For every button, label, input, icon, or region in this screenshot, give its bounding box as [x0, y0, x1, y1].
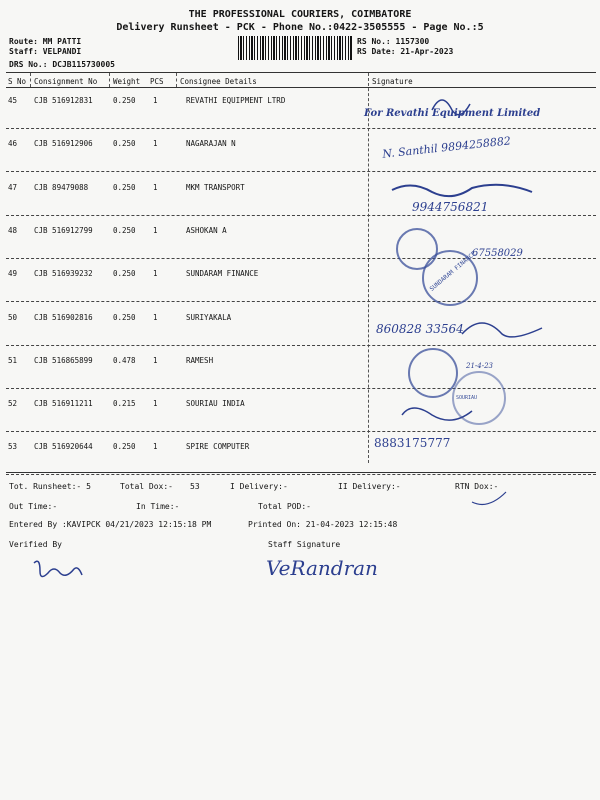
company-title: THE PROFESSIONAL COURIERS, COIMBATORE [188, 9, 412, 20]
row-consignment-no: CJB 516865899 [34, 355, 93, 365]
row-consignment-no: CJB 516911211 [34, 399, 93, 409]
staff-signature-label: Staff Signature [268, 540, 341, 549]
row-sno: 53 [8, 442, 18, 452]
row-sno: 45 [8, 96, 18, 105]
entered-by: Entered By :KAVIPCK 04/21/2023 12:15:18 PM [9, 520, 212, 529]
col-signature: Signature [372, 77, 413, 86]
row-sno: 52 [8, 399, 18, 409]
verified-by: Verified By [9, 540, 62, 549]
row-weight: 0.478 [113, 355, 136, 365]
row-weight: 0.250 [113, 96, 136, 105]
table-top-rule [6, 72, 596, 73]
row-weight: 0.250 [113, 312, 136, 322]
row-consignee: SURIYAKALA [186, 312, 232, 322]
rtn-tick [470, 488, 510, 508]
row-sno: 50 [8, 312, 18, 322]
row-consignee: SOURIAU INDIA [186, 399, 245, 409]
runsheet-subtitle: Delivery Runsheet - PCK - Phone No.:0422-3505555 - Page No.:5 [116, 22, 484, 33]
in-time: In Time:- [136, 502, 180, 511]
row-consignment-no: CJB 89479088 [34, 182, 89, 192]
out-time: Out Time:- [9, 502, 58, 511]
printed-on: Printed On: 21-04-2023 12:15:48 [248, 520, 398, 529]
signature-52: SOURIAU [372, 395, 594, 437]
row-weight: 0.250 [113, 225, 136, 235]
row-consignee: NAGARAJAN N [186, 139, 236, 149]
total-dox-label: Total Dox:- [120, 482, 173, 491]
signature-column-rule [368, 73, 369, 463]
signature-53: 8883175777 [374, 436, 451, 450]
i-delivery: I Delivery:- [230, 482, 288, 491]
row-consignment-no: CJB 516912799 [34, 225, 93, 235]
row-consignee: SUNDARAM FINANCE [186, 269, 259, 279]
row-separator [6, 474, 596, 475]
ii-delivery: II Delivery:- [338, 482, 401, 491]
col-sno: S No [8, 77, 27, 86]
row-weight: 0.250 [113, 442, 136, 452]
row-weight: 0.250 [113, 182, 136, 192]
tot-runsheet: Tot. Runsheet:- 5 [9, 482, 91, 491]
row-consignment-no: CJB 516920644 [34, 442, 93, 452]
row-pcs: 1 [153, 182, 158, 192]
row-pcs: 1 [153, 355, 158, 365]
signature-49: SUNDARAM FINANCE [372, 266, 594, 308]
drs-number: DRS No.: DCJB115730005 [9, 60, 115, 69]
route: Route: MM PATTI [9, 37, 82, 46]
table-header-rule [6, 87, 596, 88]
row-pcs: 1 [153, 442, 158, 452]
row-consignee: MKM TRANSPORT [186, 182, 245, 192]
row-pcs: 1 [153, 139, 158, 149]
row-consignee: RAMESH [186, 355, 214, 365]
staff-signature-hand: VeRandran [266, 556, 378, 580]
rs-date: RS Date: 21-Apr-2023 [357, 47, 454, 56]
signature-45: For Revathi Equipment Limited [372, 90, 594, 132]
row-sno: 51 [8, 355, 18, 365]
row-consignee: REVATHI EQUIPMENT LTRD [186, 96, 286, 105]
row-pcs: 1 [153, 225, 158, 235]
staff: Staff: VELPANDI [9, 47, 82, 56]
signature-46: N. Santhil 9894258882 [381, 134, 512, 161]
signature-50: 860828 33564 [372, 310, 594, 352]
col-consignment: Consignment No [34, 77, 98, 86]
row-weight: 0.250 [113, 269, 136, 279]
row-consignment-no: CJB 516912906 [34, 139, 93, 149]
row-consignee: SPIRE COMPUTER [186, 442, 250, 452]
row-sno: 49 [8, 269, 18, 279]
row-pcs: 1 [153, 269, 158, 279]
row-consignment-no: CJB 516912831 [34, 96, 93, 105]
verified-signature [30, 555, 100, 585]
rs-number: RS No.: 1157300 [357, 37, 430, 46]
signature-47: 9944756821 [372, 178, 594, 220]
row-consignee: ASHOKAN A [186, 225, 227, 235]
row-pcs: 1 [153, 399, 158, 409]
total-pod: Total POD:- [258, 502, 311, 511]
rtn-dox: RTN Dox:- [455, 482, 499, 491]
col-consignee: Consignee Details [180, 77, 257, 86]
row-weight: 0.250 [113, 139, 136, 149]
row-consignment-no: CJB 516939232 [34, 269, 93, 279]
row-pcs: 1 [153, 312, 158, 322]
row-pcs: 1 [153, 96, 158, 105]
signature-48: 67558029 [372, 222, 594, 264]
row-consignment-no: CJB 516902816 [34, 312, 93, 322]
signature-51: 21-4-23 [372, 352, 594, 394]
row-weight: 0.215 [113, 399, 136, 409]
row-sno: 48 [8, 225, 18, 235]
barcode [238, 36, 352, 60]
row-sno: 46 [8, 139, 18, 149]
col-weight: Weight [113, 77, 141, 86]
row-sno: 47 [8, 182, 18, 192]
total-dox-value: 53 [190, 482, 200, 491]
col-pcs: PCS [150, 77, 164, 86]
